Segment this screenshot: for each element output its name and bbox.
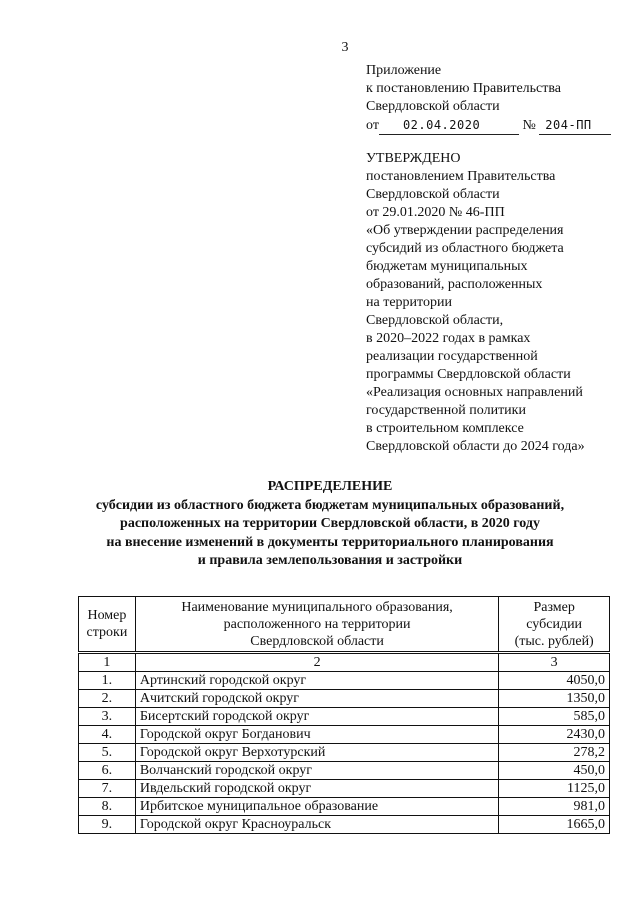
table-row <box>79 708 610 726</box>
approved-heading: УТВЕРЖДЕНО <box>366 151 461 166</box>
approved-text-line: в строительном комплексе <box>366 421 524 436</box>
approved-text-line: Свердловской области, <box>366 313 504 328</box>
appendix-region: Свердловской области <box>366 99 500 114</box>
table-row <box>79 780 610 798</box>
header-subsidy-amount: Размер субсидии (тыс. рублей) <box>499 597 610 653</box>
appendix-resolution: к постановлению Правительства <box>366 81 562 96</box>
number-prefix: № <box>522 118 536 133</box>
column-index: 1 <box>79 653 136 672</box>
municipality-name-cell: Городской округ Верхотурский <box>135 744 498 762</box>
table-row <box>79 672 610 690</box>
title-subtitle-line: на внесение изменений в документы территориального планирования <box>106 534 554 550</box>
title-subtitle-line: субсидии из областного бюджета бюджетам муниципальных образований, <box>95 497 565 513</box>
municipality-name-cell: Бисертский городской округ <box>135 708 498 726</box>
table-row <box>79 690 610 708</box>
subsidy-amount-cell: 981,0 <box>499 798 610 816</box>
row-number-cell: 8. <box>79 798 136 816</box>
municipality-name-cell: Ирбитское муниципальное образование <box>135 798 498 816</box>
appendix-title: Приложение <box>366 63 442 78</box>
approved-text-line: постановлением Правительства <box>366 169 556 184</box>
appendix-date-line <box>366 116 611 135</box>
row-number-cell: 1. <box>79 672 136 690</box>
subsidy-amount-cell: 278,2 <box>499 744 610 762</box>
subsidy-amount-cell: 4050,0 <box>499 672 610 690</box>
page-number: 3 <box>341 40 349 55</box>
title-subtitle-line: и правила землепользования и застройки <box>197 553 463 568</box>
table-row <box>79 744 610 762</box>
row-number-cell: 3. <box>79 708 136 726</box>
municipality-name-cell: Артинский городской округ <box>135 672 498 690</box>
column-index: 2 <box>135 653 498 672</box>
row-number-cell: 2. <box>79 690 136 708</box>
subsidy-amount-cell: 1350,0 <box>499 690 610 708</box>
subsidy-distribution-table <box>78 596 610 834</box>
municipality-name-cell: Волчанский городской округ <box>135 762 498 780</box>
appendix-block <box>366 62 611 135</box>
date-prefix: от <box>366 118 379 133</box>
row-number-cell: 9. <box>79 816 136 834</box>
municipality-name-cell: Городской округ Богданович <box>135 726 498 744</box>
table-header-row <box>79 597 610 653</box>
municipality-name-cell: Ивдельский городской округ <box>135 780 498 798</box>
approved-text-line: в 2020–2022 годах в рамках <box>366 331 531 346</box>
resolution-date: 02.04.2020 <box>379 116 519 135</box>
resolution-number: 204-ПП <box>539 116 611 135</box>
municipality-name-cell: Городской округ Красноуральск <box>135 816 498 834</box>
table-row <box>79 762 610 780</box>
approved-text-line: на территории <box>366 295 452 310</box>
municipality-name-cell: Ачитский городской округ <box>135 690 498 708</box>
approved-text-line: программы Свердловской области <box>366 367 571 382</box>
header-municipality-name: Наименование муниципального образования, расположенного на территории Свердловской области <box>135 597 498 653</box>
subsidy-amount-cell: 2430,0 <box>499 726 610 744</box>
subsidy-amount-cell: 450,0 <box>499 762 610 780</box>
header-row-number: Номер строки <box>79 597 136 653</box>
subsidy-amount-cell: 1125,0 <box>499 780 610 798</box>
document-title <box>40 478 620 571</box>
row-number-cell: 5. <box>79 744 136 762</box>
approved-text-line: субсидий из областного бюджета <box>366 241 564 256</box>
approved-text-line: «Реализация основных направлений <box>366 385 583 400</box>
approved-text-line: от 29.01.2020 № 46-ПП <box>366 205 505 220</box>
table-row <box>79 816 610 834</box>
subsidy-amount-cell: 1665,0 <box>499 816 610 834</box>
approved-block <box>366 150 636 456</box>
row-number-cell: 7. <box>79 780 136 798</box>
title-heading: РАСПРЕДЕЛЕНИЕ <box>267 479 393 494</box>
approved-text-line: Свердловской области <box>366 187 500 202</box>
approved-text-line: образований, расположенных <box>366 277 543 292</box>
row-number-cell: 6. <box>79 762 136 780</box>
table-row <box>79 726 610 744</box>
row-number-cell: 4. <box>79 726 136 744</box>
approved-text-line: «Об утверждении распределения <box>366 223 564 238</box>
column-index-row <box>79 653 610 672</box>
approved-text-line: реализации государственной <box>366 349 538 364</box>
subsidy-amount-cell: 585,0 <box>499 708 610 726</box>
approved-text-line: Свердловской области до 2024 года» <box>366 439 585 454</box>
column-index: 3 <box>499 653 610 672</box>
approved-text-line: государственной политики <box>366 403 526 418</box>
table-row <box>79 798 610 816</box>
title-subtitle-line: расположенных на территории Свердловской области, в 2020 году <box>120 516 540 531</box>
approved-text-line: бюджетам муниципальных <box>366 259 528 274</box>
